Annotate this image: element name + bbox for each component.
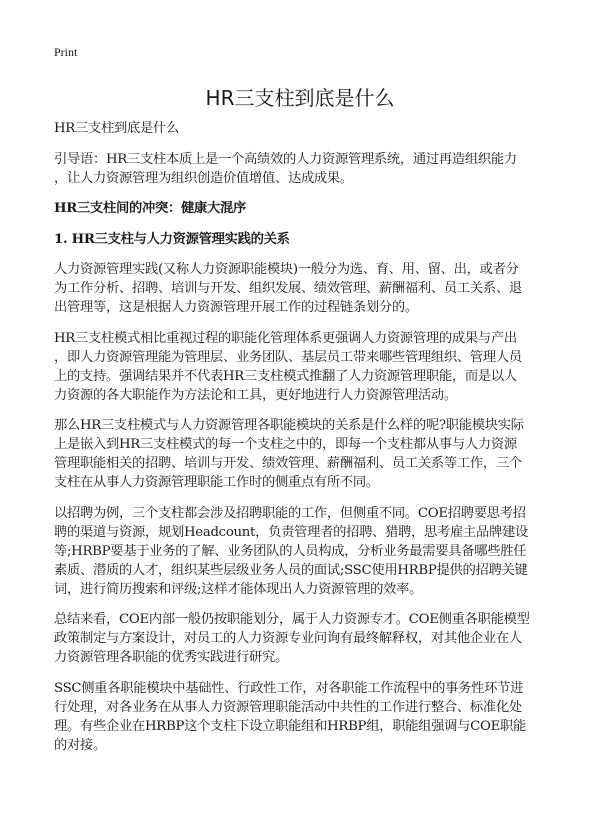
text-line: 聘的渠道与资源，规划Headcount，负责管理者的招聘、猎聘，思考雇主品牌建设 [54, 524, 529, 540]
paragraph [54, 416, 554, 492]
text-line: HR三支柱到底是什么 [54, 121, 179, 136]
text-line: ，即人力资源管理能为管理层、业务团队、基层员工带来哪些管理组织、管理人员 [54, 349, 522, 365]
paragraph [54, 504, 554, 599]
text-line: 等;HRBP要基于业务的了解、业务团队的人员构成，分析业务最需要具备哪些胜任 [54, 543, 527, 559]
text-line: 力资源的各大职能作为方法论和工具，更好地进行人力资源管理活动。 [54, 387, 457, 403]
page-title: HR三支柱到底是什么 [205, 86, 395, 110]
text-line: HR三支柱模式相比重视过程的职能化管理体系更强调人力资源管理的成果与产出 [54, 330, 517, 346]
paragraph [54, 610, 554, 667]
text-line: 政策制定与方案设计，对员工的人力资源专业问询有最终解释权，对其他企业在人 [54, 631, 522, 646]
text-line: 支柱在从事人力资源管理职能工作时的侧重点有所不同。 [54, 475, 379, 490]
text-line: 管理职能相关的招聘、培训与开发、绩效管理、薪酬福利、员工关系等工作，三个 [54, 456, 522, 471]
article-body [54, 119, 554, 766]
text-line: ，让人力资源管理为组织创造价值增值、达成成果。 [54, 170, 353, 186]
text-line: 力资源管理各职能的优秀实践进行研究。 [54, 650, 288, 665]
text-line: 的对接。 [54, 737, 106, 753]
section-heading [54, 199, 554, 218]
text-line: 词，进行简历搜索和评级;这样才能体现出人力资源管理的效率。 [54, 581, 423, 597]
text-line: 出管理等，这是根据人力资源管理开展工作的过程链条划分的。 [54, 300, 418, 315]
text-line: 1. HR三支柱与人力资源管理实践的关系 [54, 231, 290, 247]
text-line: 行处理，对各业务在从事人力资源管理职能活动中共性的工作进行整合、标准化处 [54, 699, 522, 715]
text-line: 为工作分析、招聘、培训与开发、组织发展、绩效管理、薪酬福利、员工关系、退 [54, 281, 522, 296]
paragraph [54, 119, 554, 138]
text-line: 人力资源管理实践(又称人力资源职能模块)一般分为选、育、用、留、出，或者分 [54, 262, 519, 277]
text-line: 理。有些企业在HRBP这个支柱下设立职能组和HRBP组，职能组强调与COE职能 [54, 718, 527, 734]
text-line: 上的支持。强调结果并不代表HR三支柱模式推翻了人力资源管理职能，而是以人 [54, 368, 517, 384]
paragraph [54, 329, 554, 405]
text-line: 引导语：HR三支柱本质上是一个高绩效的人力资源管理系统，通过再造组织能力 [54, 151, 517, 167]
print-link[interactable]: Print [54, 45, 78, 59]
text-line: 以招聘为例，三个支柱都会涉及招聘职能的工作，但侧重不同。COE招聘要思考招 [54, 505, 526, 521]
paragraph [54, 260, 554, 317]
text-line: SSC侧重各职能模块中基础性、行政性工作，对各职能工作流程中的事务性环节进 [54, 680, 524, 696]
text-line: 素质、潜质的人才，组织某些层级业务人员的面试;SSC使用HRBP提供的招聘关键 [54, 562, 528, 578]
paragraph [54, 150, 554, 188]
paragraph [54, 679, 554, 755]
text-line: 总结来看，COE内部一般仍按职能划分，属于人力资源专才。COE侧重各职能模型 [54, 612, 530, 627]
text-line: 那么HR三支柱模式与人力资源管理各职能模块的关系是什么样的呢?职能模块实际 [54, 418, 524, 433]
text-line: HR三支柱间的冲突：健康大混序 [54, 201, 246, 216]
text-line: 上是嵌入到HR三支柱模式的每一个支柱之中的，即每一个支柱都从事与人力资源 [54, 437, 517, 452]
section-heading [54, 230, 554, 249]
